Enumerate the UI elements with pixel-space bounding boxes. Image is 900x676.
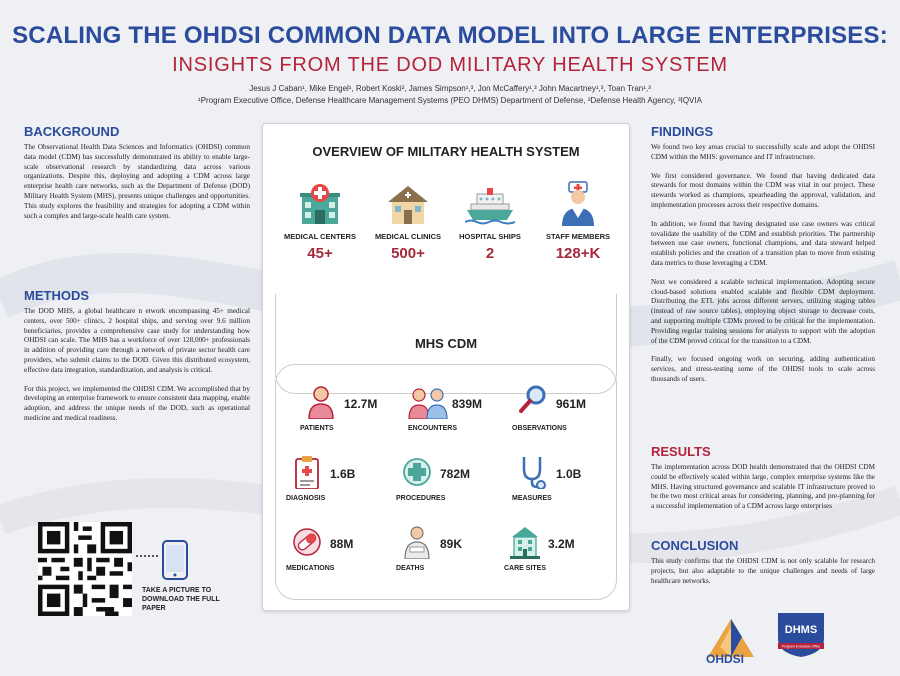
results-text: The implementation across DOD health demonstrated that the OHDSI CDM could be effectively scaled within large, complex enterprise systems like the MHS. Having structured governance and scalable IT infrastructure proved to be the two most critical areas for considering, planning, and pre-planning for a successful implementation of a CDM across large enterprises xyxy=(651,463,875,511)
overview-label: MEDICAL CENTERS xyxy=(284,232,356,241)
cross-icon xyxy=(402,455,432,489)
cdm-item-patients xyxy=(300,385,410,435)
overview-title: OVERVIEW OF MILITARY HEALTH SYSTEM xyxy=(312,144,580,159)
results-heading: RESULTS xyxy=(651,444,711,459)
cdm-label: DIAGNOSIS xyxy=(286,495,326,502)
cdm-value: 782M xyxy=(440,467,471,481)
overview-item-medical-centers xyxy=(275,180,365,262)
cdm-label: PROCEDURES xyxy=(396,495,446,502)
conclusion-heading: CONCLUSION xyxy=(651,538,739,553)
pill-icon xyxy=(292,525,322,559)
cdm-value: 1.0B xyxy=(556,467,582,481)
overview-value: 128+K xyxy=(555,245,601,262)
cdm-label: ENCOUNTERS xyxy=(408,425,458,432)
overview-value: 45+ xyxy=(307,245,333,262)
building-icon xyxy=(510,525,540,559)
cdm-label: MEDICATIONS xyxy=(286,565,335,572)
injured-icon xyxy=(402,525,432,559)
cdm-label: PATIENTS xyxy=(300,425,334,432)
findings-section xyxy=(651,124,875,385)
background-heading: BACKGROUND xyxy=(24,124,120,139)
methods-paragraph-1: The DOD MHS, a global healthcare n etwork encompassing 45+ medical centers, over 500+ clinics, 2 hospital ships, and serving over 9.6 million beneficiaries, provides a comprehensive case study for understanding how OHDSI can scale. The MHS has a workforce of over 128,000+ professionals in addition of providing care through a network of private sector health care providers, who submit claims to the DOD. Given this distributed ecosystem, effective data integration, standardization, and analysis is critical. xyxy=(24,307,250,374)
cdm-value: 3.2M xyxy=(548,537,575,551)
cdm-item-measures xyxy=(512,455,622,505)
methods-paragraph-2: For this project, we implemented the OHDSI CDM. We accomplished that by developing an enterprise framework to ensure consistent data mapping, enable adoption, and address the unique needs of the DOD, such as operational medicine and medical readiness. xyxy=(24,384,250,422)
cdm-label: MEASURES xyxy=(512,495,552,502)
qr-code[interactable] xyxy=(38,522,132,616)
overview-value: 2 xyxy=(485,245,495,262)
cdm-title: MHS CDM xyxy=(414,336,478,351)
cdm-item-procedures xyxy=(396,455,506,505)
affiliations: ¹Program Executive Office, Defense Healthcare Management Systems (PEO DHMS) Department of Defense, ²Defense Health Agency, ³IQVIA xyxy=(198,96,702,105)
conclusion-text: This study confirms that the OHDSI CDM is not only scalable for research projects, but also adaptable to the unique challenges and needs of large healthcare networks. xyxy=(651,557,875,585)
cdm-value: 961M xyxy=(556,397,587,411)
cdm-item-observations xyxy=(512,385,622,435)
magnifier-icon xyxy=(518,385,548,419)
dhms-logo xyxy=(776,609,826,659)
findings-paragraph-2: We first considered governance. We found that having dedicated data stewards for most domains within the CDM was vital in our project. These stewards worked as champions, spearheading the approval, validation, and implementation processes across their respective domains. xyxy=(651,171,875,209)
findings-paragraph-5: Finally, we focused ongoing work on securing, adding authentication services, and stress-testing some of the OHDSI tools to scale across thousands of users. xyxy=(651,355,875,383)
cdm-item-deaths xyxy=(396,525,506,575)
methods-section xyxy=(24,288,250,424)
cdm-value: 88M xyxy=(330,537,354,551)
cdm-label: CARE SITES xyxy=(504,565,547,572)
qr-caption: TAKE A PICTURE TO DOWNLOAD THE FULL PAPER xyxy=(142,587,220,612)
findings-heading: FINDINGS xyxy=(651,124,714,139)
findings-paragraph-1: We found two key areas crucial to successfully scale and adopt the OHDSI CDM within the MHS: governance and IT infrastructure. xyxy=(651,143,875,161)
cdm-value: 12.7M xyxy=(344,397,378,411)
patient-icon xyxy=(306,385,336,419)
poster-title: SCALING THE OHDSI COMMON DATA MODEL INTO LARGE ENTERPRISES: xyxy=(12,22,888,49)
hospital-icon xyxy=(298,182,342,226)
background-text: The Observational Health Data Sciences and Informatics (OHDSI) common data model (CDM) has successfully demonstrated its ability to enable large-scale observational research by standardizing data across various organizations. Despite this, deploying and adopting a CDM across large enterprise health care networks, such as the Department of Defense (DOD) Military Health System (MHS), presents unique challenges and opportunities. This study explores the feasibility and strategies for adopting a CDM within such a complex and large-scale health care system. xyxy=(24,143,250,220)
poster-subtitle: INSIGHTS FROM THE DOD MILITARY HEALTH SYSTEM xyxy=(172,54,728,76)
conclusion-section xyxy=(651,538,875,586)
cdm-label: OBSERVATIONS xyxy=(512,425,567,432)
ship-icon xyxy=(465,186,515,226)
overview-label: STAFF MEMBERS xyxy=(545,232,611,241)
cdm-item-encounters xyxy=(408,385,518,435)
cdm-label: DEATHS xyxy=(396,565,425,572)
overview-label: MEDICAL CLINICS xyxy=(374,232,442,241)
cdm-value: 1.6B xyxy=(330,467,356,481)
stethoscope-icon xyxy=(518,455,548,489)
overview-value: 500+ xyxy=(391,245,425,262)
overview-item-medical-clinics xyxy=(363,180,453,262)
phone-icon xyxy=(162,540,188,580)
cdm-value: 89K xyxy=(440,537,463,551)
clipboard-icon xyxy=(292,455,322,489)
cdm-item-medications xyxy=(286,525,396,575)
authors: Jesus J Caban¹, Mike Engel¹, Robert Koski², James Simpson¹,³, Jon McCaffery¹,³ John Macartney¹,³, Toan Tran¹,³ xyxy=(249,84,651,93)
cdm-item-care-sites xyxy=(504,525,614,575)
dhms-subtitle: Program Executive Office xyxy=(781,644,821,649)
cdm-value: 839M xyxy=(452,397,483,411)
dotted-arrow xyxy=(136,555,158,557)
doctor-icon xyxy=(558,180,598,226)
overview-item-hospital-ships xyxy=(445,180,535,262)
dhms-logo-text: DHMS xyxy=(784,624,818,636)
findings-paragraph-3: In addition, we found that having designated use case owners was critical tovalidate the usability of the CDM and establish priorities. The partnership between use case owners, functional champions, and data steward helped establish policies and the creation of a transition plan to move from existing data metrics to those leveraging a CDM. xyxy=(651,219,875,267)
overview-item-staff-members xyxy=(533,180,623,262)
center-panel xyxy=(262,123,630,611)
results-section xyxy=(651,444,875,512)
encounter-icon xyxy=(408,385,448,419)
cdm-item-diagnosis xyxy=(286,455,396,505)
findings-paragraph-4: Next we considered a scalable technical implementation. Adopting secure cloud-based solutions enabled scalable and flexible CDM deployment. Distributing the ETL jobs across different servers, utilizing staging tables (instead of raw source tables), employing object storage to decrease costs, and supporting multiple CDMs proved to be critical for the implementation. Providing regular training sessions for analysts to support with the adoption of the CDM proved critical for the transition to a CDM. xyxy=(651,277,875,345)
methods-heading: METHODS xyxy=(24,288,89,303)
ohdsi-logo-text: OHDSI xyxy=(706,652,745,666)
cdm-frame xyxy=(275,364,617,600)
clinic-icon xyxy=(386,182,430,226)
background-section xyxy=(24,124,250,221)
overview-label: HOSPITAL SHIPS xyxy=(459,232,521,241)
